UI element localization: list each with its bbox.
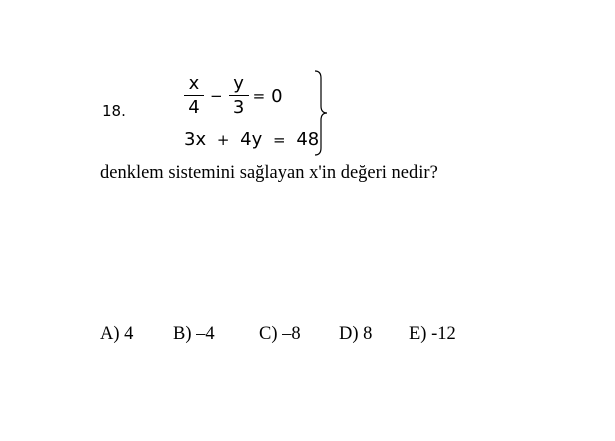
- fraction-2-numerator: y: [233, 73, 244, 94]
- equation-2-term-2: 4y: [240, 129, 263, 150]
- choice-a[interactable]: A) 4: [100, 324, 134, 344]
- fraction-1-numerator: x: [188, 73, 200, 94]
- equation-2-term-1: 3x: [184, 129, 207, 150]
- choice-e[interactable]: E) -12: [409, 324, 456, 344]
- equation-2-rhs: 48: [296, 129, 320, 150]
- equals-sign-1: =: [252, 87, 266, 105]
- equation-1-tail: [249, 86, 283, 107]
- question-stem: denklem sistemini sağlayan x'in değeri nedir?: [100, 163, 438, 183]
- answer-choices: [100, 324, 456, 345]
- equation-1: [184, 68, 283, 124]
- fraction-2-denominator: 3: [232, 97, 245, 118]
- fraction-y-over-3: [229, 75, 249, 117]
- question-number: 18.: [102, 102, 126, 120]
- minus-sign: −: [210, 87, 223, 105]
- fraction-x-over-4: [184, 75, 204, 117]
- choice-d[interactable]: D) 8: [339, 324, 373, 344]
- equation-2: [184, 129, 319, 150]
- right-brace-icon: [313, 70, 329, 156]
- equation-1-rhs: 0: [271, 85, 283, 107]
- fraction-1-denominator: 4: [188, 97, 200, 118]
- choice-c[interactable]: C) –8: [259, 324, 301, 344]
- choice-b[interactable]: B) –4: [173, 324, 215, 344]
- equals-sign-2: =: [273, 131, 286, 149]
- plus-sign: +: [216, 131, 230, 149]
